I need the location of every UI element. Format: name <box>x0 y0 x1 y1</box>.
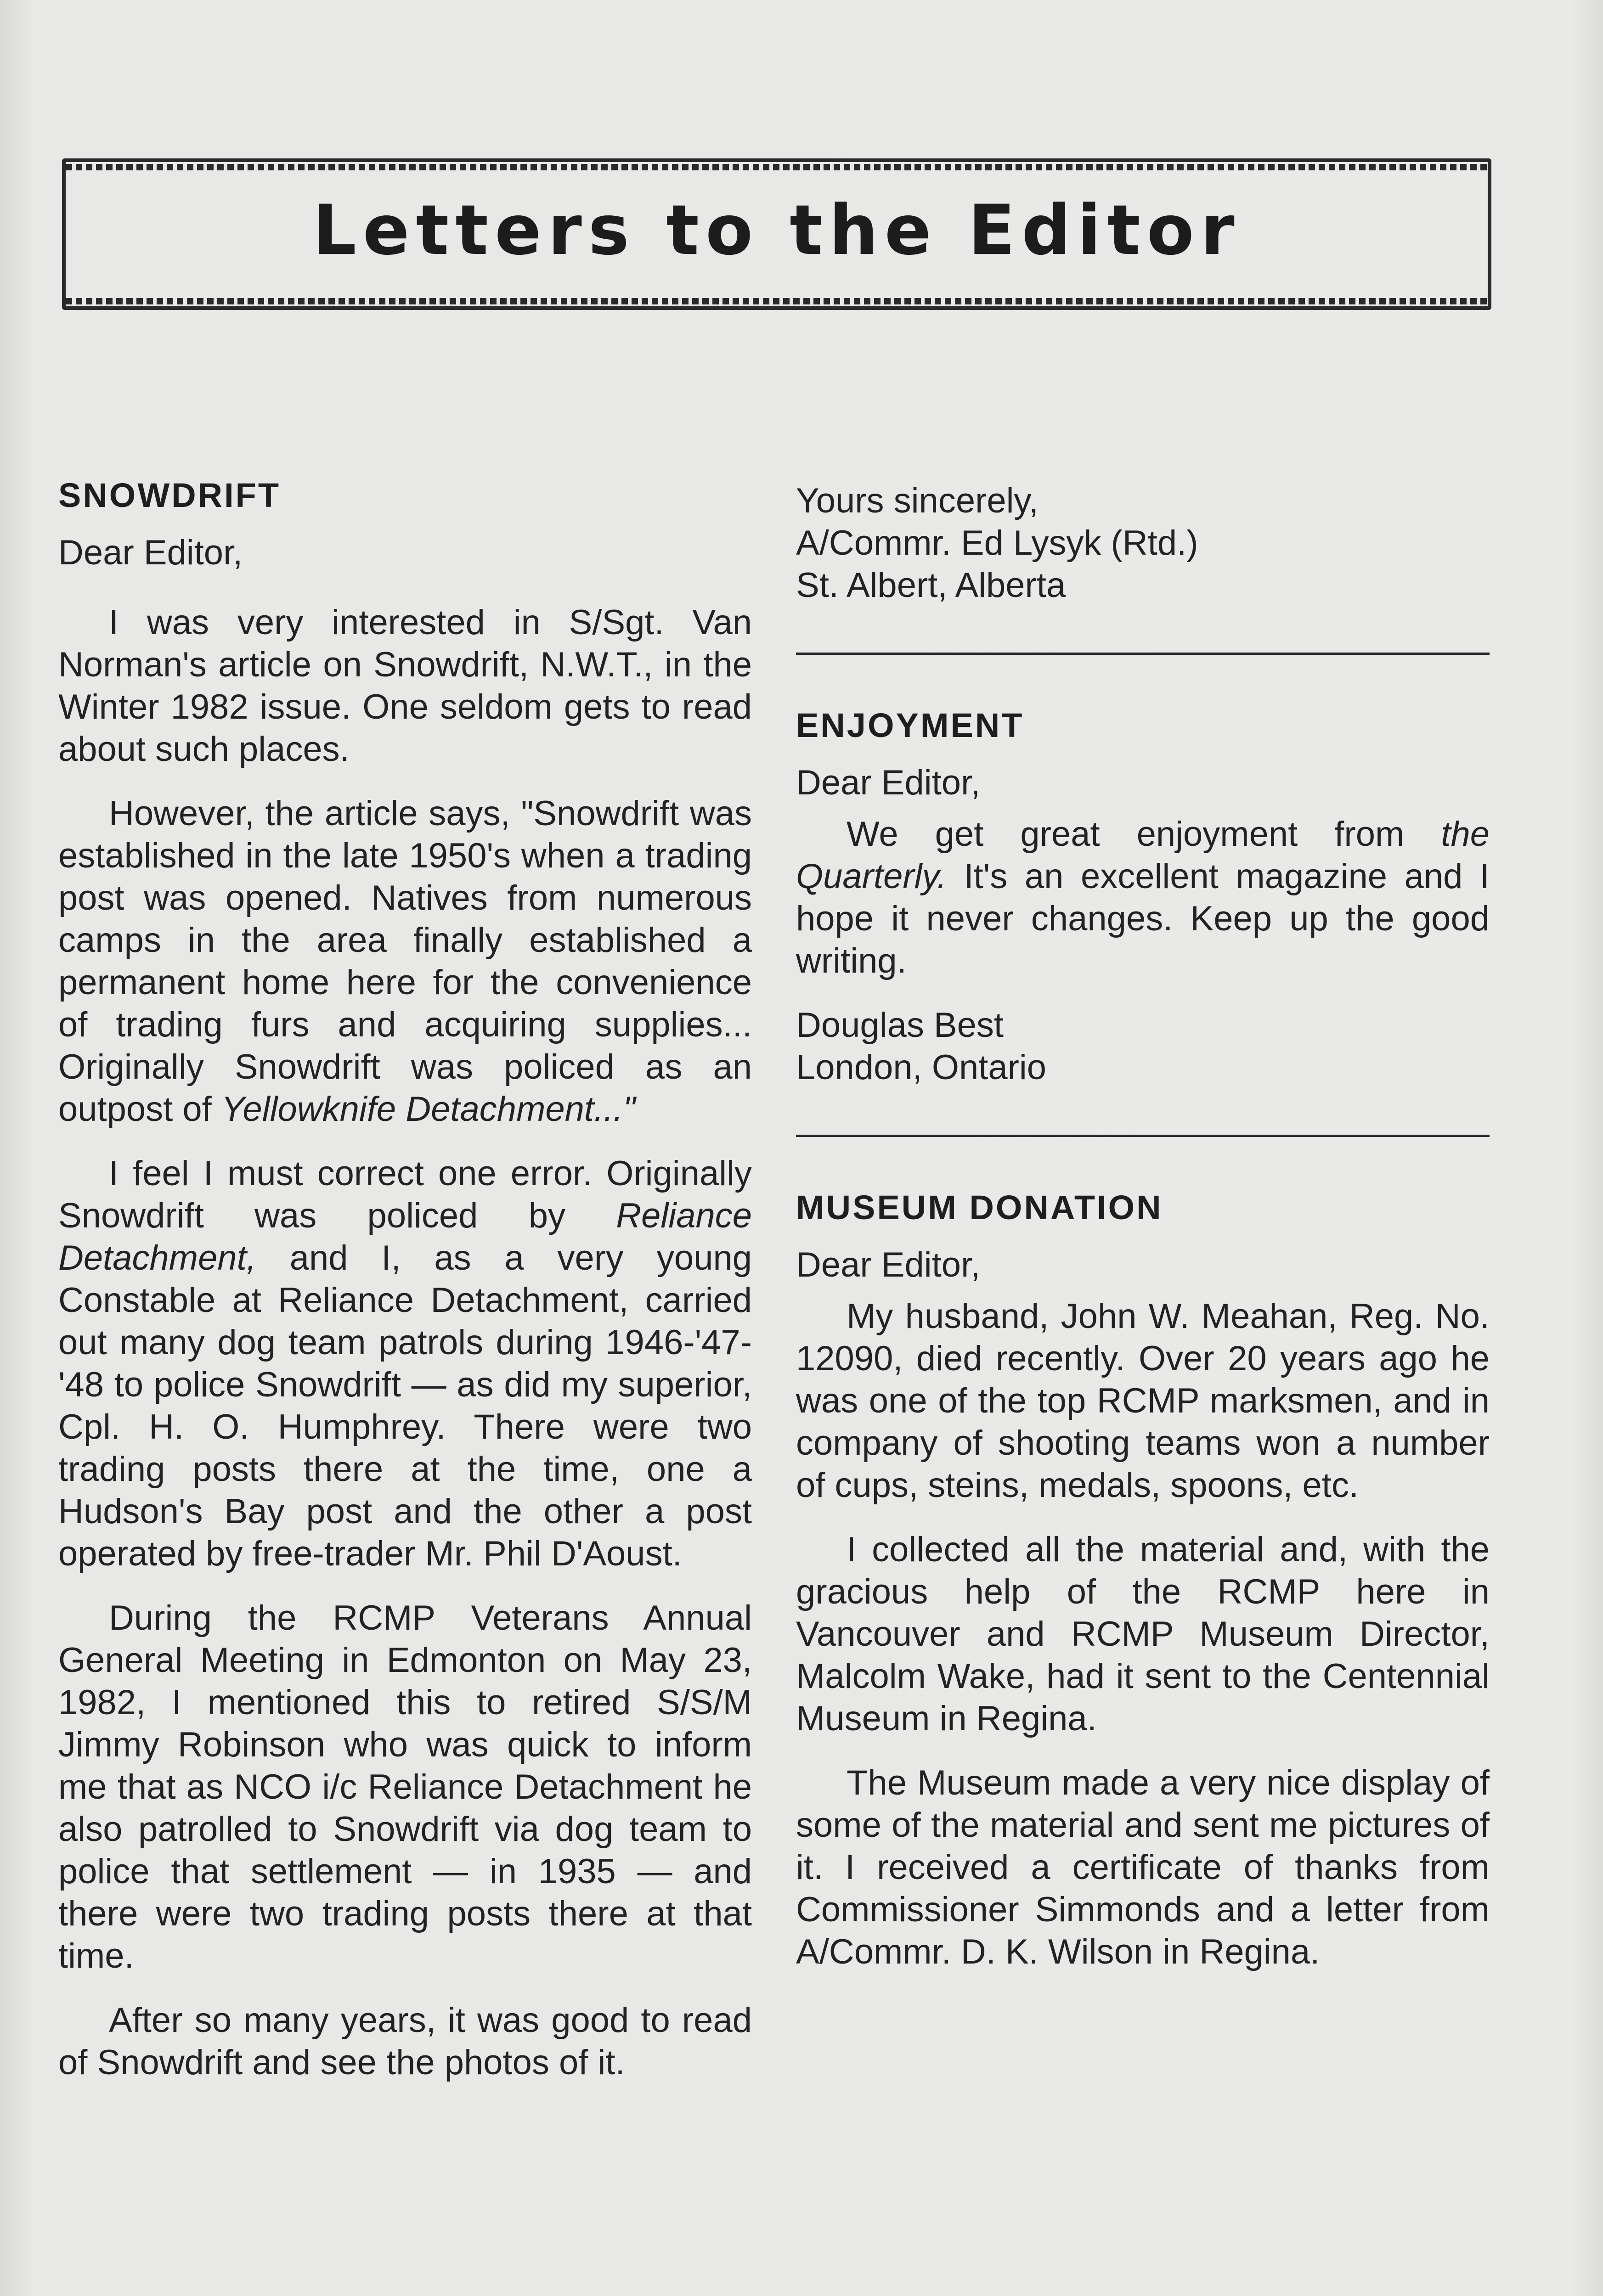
paragraph <box>58 1153 752 1575</box>
signature: Douglas Best <box>796 1005 1004 1045</box>
paragraph-text: I feel I must correct one error. Originally Snowdrift was policed by <box>58 1154 752 1235</box>
letter-heading-museum-donation: MUSEUM DONATION <box>796 1188 1163 1227</box>
location: St. Albert, Alberta <box>796 566 1066 605</box>
italic-text: Reliance Detachment, <box>58 1196 752 1277</box>
italic-text: the Quarterly. <box>796 814 1490 896</box>
sign-off <box>796 1004 1490 1089</box>
paragraph: During the RCMP Veterans Annual General Meeting in Edmonton on May 23, 1982, I mentioned this to retired S/S/M Jimmy Robinson who was quick to inform me that as NCO i/c Reliance Detachment he also patrolled to Snowdrift via dog team to police that settlement — in 1935 — and there were two trading posts there at that time. <box>58 1598 752 1975</box>
salutation: Dear Editor, <box>796 1245 981 1284</box>
divider <box>796 653 1490 655</box>
closing: Yours sincerely, <box>796 481 1039 520</box>
salutation: Dear Editor, <box>796 763 981 802</box>
location: London, Ontario <box>796 1047 1047 1087</box>
paragraph: I collected all the material and, with the gracious help of the RCMP here in Vancouver and RCMP Museum Director, Malcolm Wake, had it sent to the Centennial Museum in Regina. <box>796 1530 1490 1738</box>
paragraph <box>796 813 1490 982</box>
signature: A/Commr. Ed Lysyk (Rtd.) <box>796 523 1198 563</box>
paragraph-text: and I, as a very young Constable at Reliance Detachment, carried out many dog team patrols during 1946-'47-'48 to police Snowdrift — as did my superior, Cpl. H. O. Humphrey. There were two trading posts there at the time, one a Hudson's Bay post and the other a post operated by free-trader Mr. Phil D'Aoust. <box>58 1238 752 1573</box>
sign-off <box>796 480 1490 607</box>
paragraph-text: It's an excellent magazine and I hope it never changes. Keep up the good writing. <box>796 856 1490 980</box>
paragraph: The Museum made a very nice display of some of the material and sent me pictures of it. I received a certificate of thanks from Commissioner Simmonds and a letter from A/Commr. D. K. Wilson in Regina. <box>796 1763 1490 1971</box>
right-column <box>796 480 1490 1995</box>
salutation: Dear Editor, <box>58 533 243 572</box>
title-banner <box>62 158 1491 310</box>
paragraph-text: However, the article says, "Snowdrift was established in the late 1950's when a trading post was opened. Natives from numerous camps in the area finally established a permanent home here for the convenience of trading furs and acquiring supplies... Originally Snowdrift was policed as an outpost of <box>58 793 752 1129</box>
paragraph: After so many years, it was good to read of Snowdrift and see the photos of it. <box>58 2000 752 2082</box>
divider <box>796 1135 1490 1137</box>
letter-heading-enjoyment: ENJOYMENT <box>796 706 1024 744</box>
paragraph-text: We get great enjoyment from <box>847 814 1441 854</box>
paragraph <box>58 793 752 1131</box>
italic-text: Yellowknife Detachment..." <box>221 1089 636 1129</box>
paragraph: I was very interested in S/Sgt. Van Norman's article on Snowdrift, N.W.T., in the Winter 1982 issue. One seldom gets to read about such places. <box>58 602 752 769</box>
letter-heading-snowdrift: SNOWDRIFT <box>58 476 281 514</box>
page-title: Letters to the Editor <box>312 191 1241 270</box>
left-column <box>58 475 752 2106</box>
paragraph: My husband, John W. Meahan, Reg. No. 12090, died recently. Over 20 years ago he was one of the top RCMP marksmen, and in company of shooting teams won a number of cups, steins, medals, spoons, etc. <box>796 1296 1490 1505</box>
